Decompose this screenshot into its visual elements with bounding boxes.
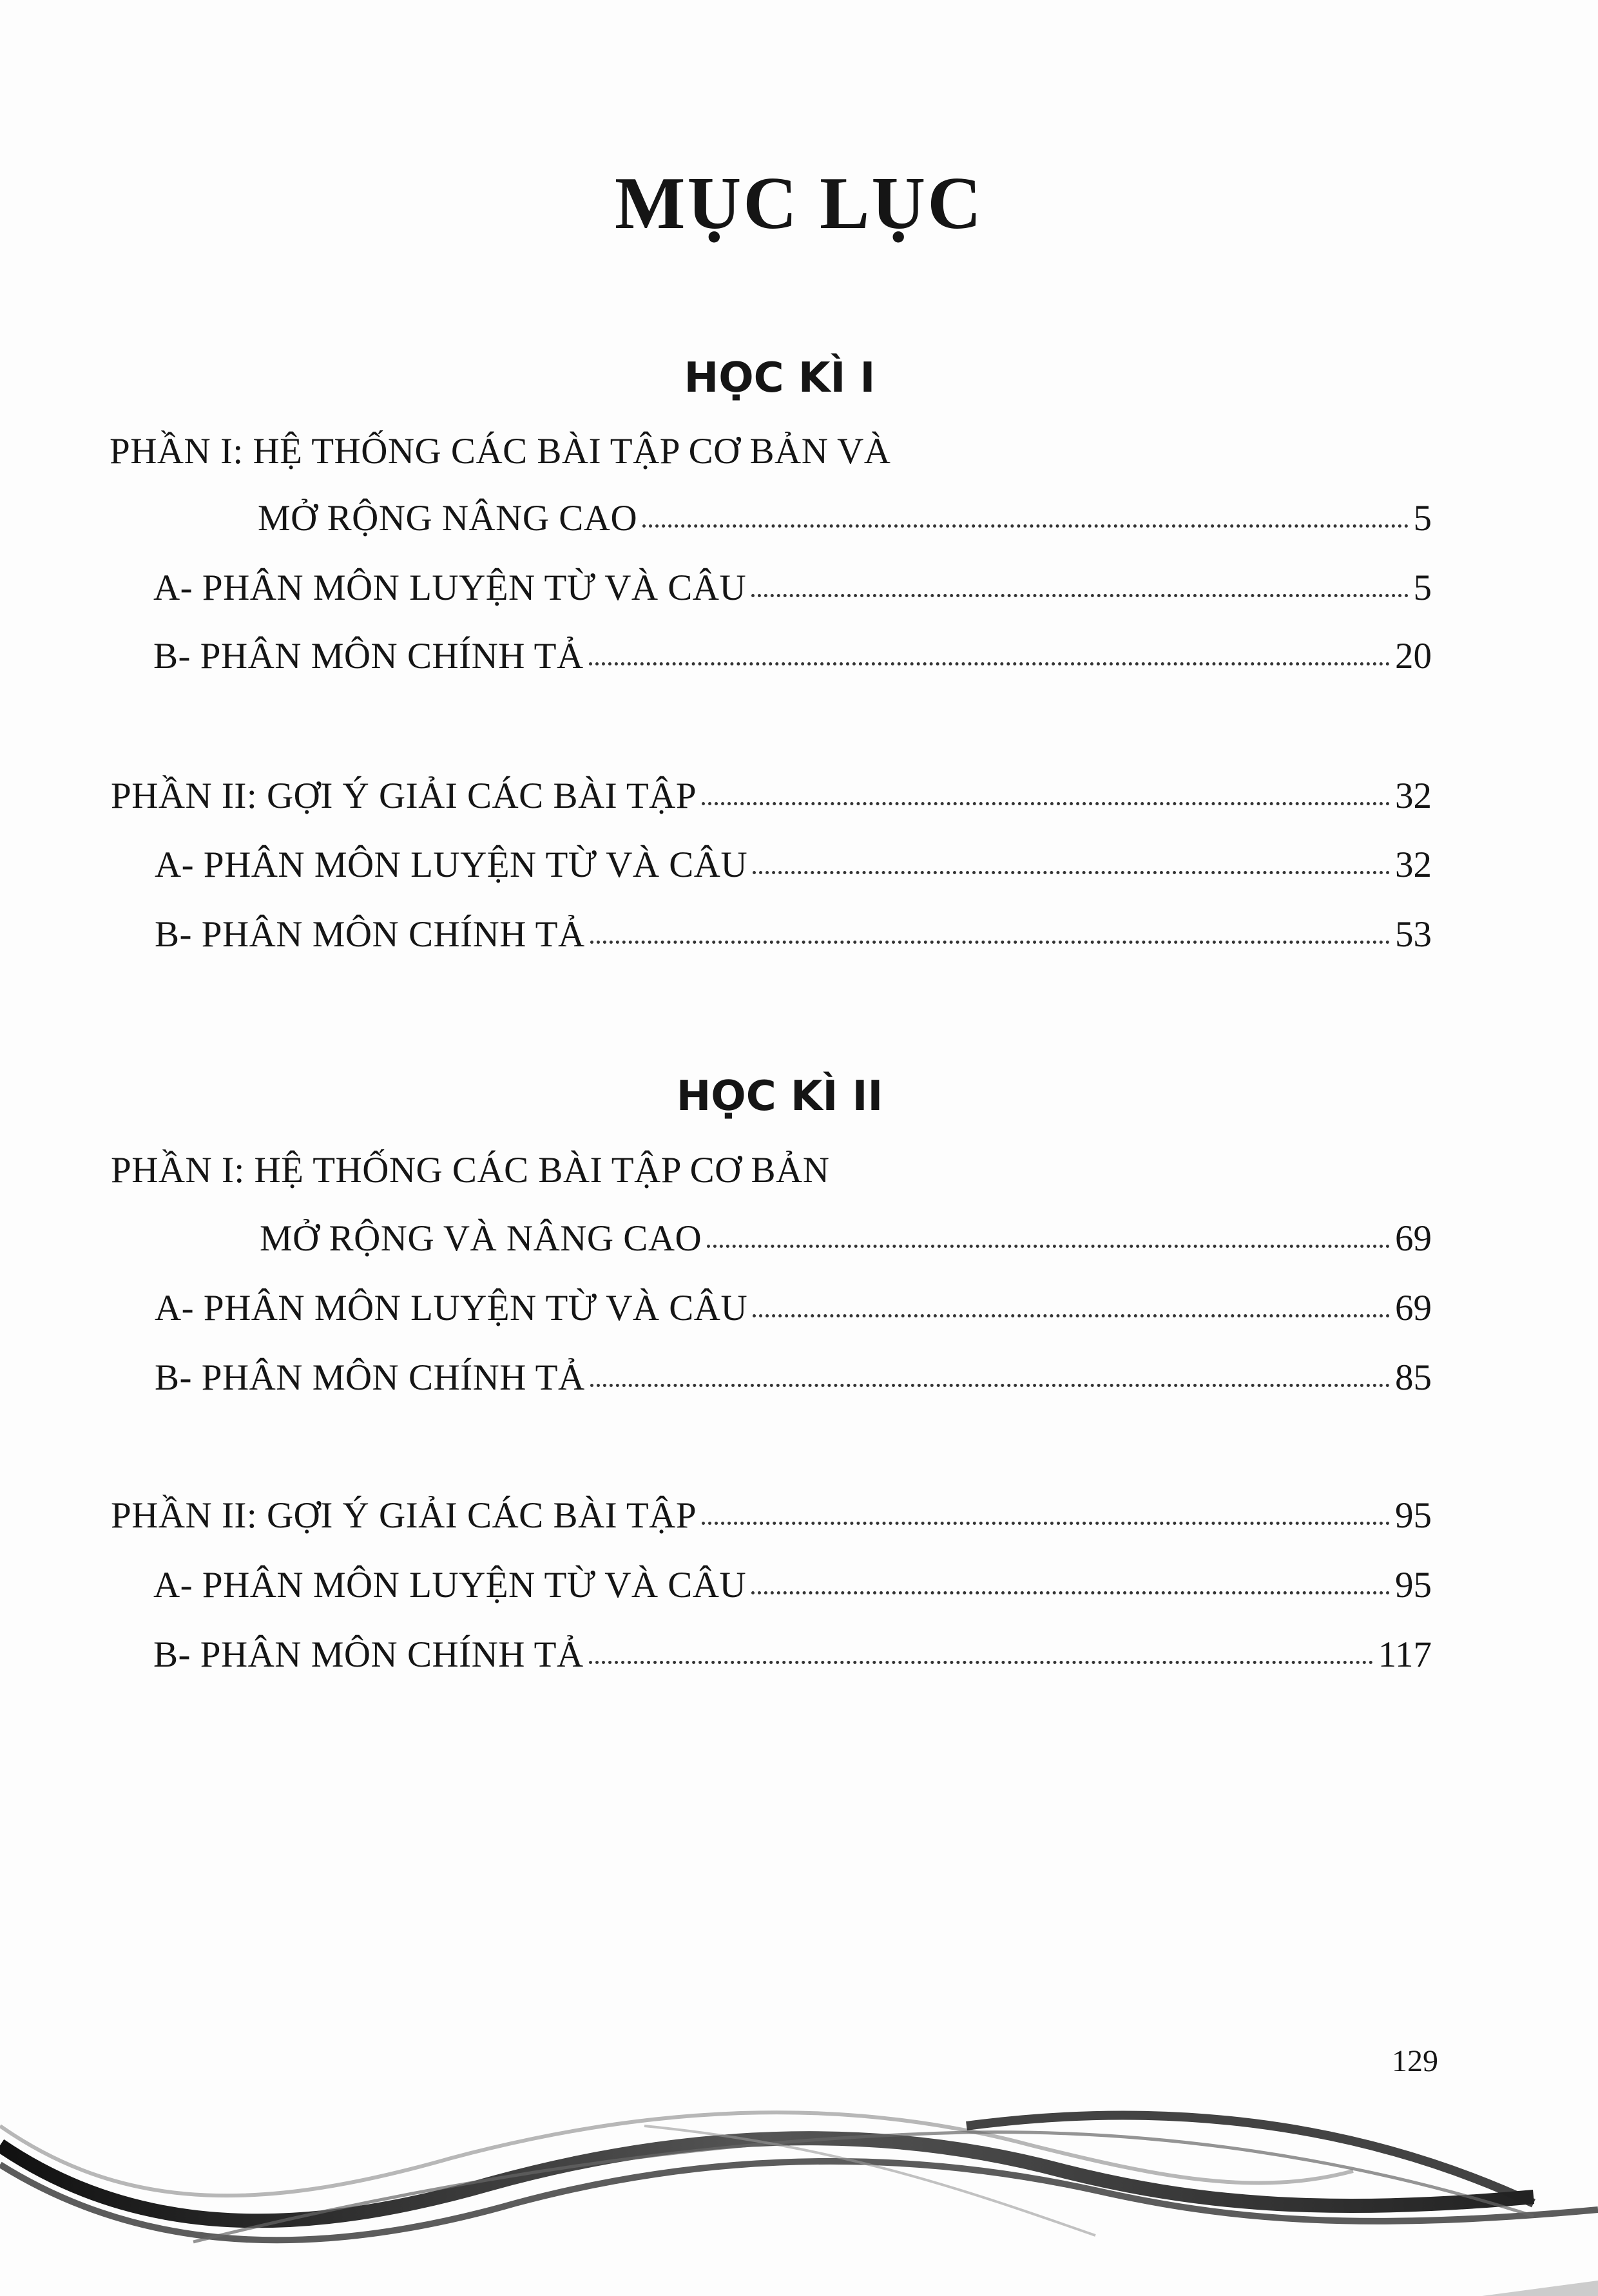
toc-entry[interactable] xyxy=(153,1634,1432,1692)
toc-entry-page: 20 xyxy=(1395,636,1432,676)
dot-leader xyxy=(702,1514,1390,1525)
dot-leader xyxy=(702,794,1390,805)
toc-s1-part1-heading: PHẦN I: HỆ THỐNG CÁC BÀI TẬP CƠ BẢN VÀ xyxy=(110,431,891,472)
toc-entry-label: PHẦN II: GỢI Ý GIẢI CÁC BÀI TẬP xyxy=(111,1495,697,1536)
toc-entry-page: 95 xyxy=(1395,1495,1432,1536)
toc-entry-page: 117 xyxy=(1378,1634,1432,1675)
toc-entry-label: A- PHÂN MÔN LUYỆN TỪ VÀ CÂU xyxy=(155,1288,748,1328)
toc-entry-label: A- PHÂN MÔN LUYỆN TỪ VÀ CÂU xyxy=(153,1565,747,1605)
toc-entry[interactable] xyxy=(155,844,1432,902)
dot-leader xyxy=(753,1306,1390,1317)
page-title: MỤC LỤC xyxy=(615,162,983,245)
toc-entry[interactable] xyxy=(153,635,1432,693)
toc-s2-part1-heading: PHẦN I: HỆ THỐNG CÁC BÀI TẬP CƠ BẢN xyxy=(111,1150,830,1191)
page-number: 129 xyxy=(1392,2044,1438,2078)
dot-leader xyxy=(753,863,1390,874)
dot-leader xyxy=(751,586,1408,597)
toc-entry[interactable] xyxy=(153,1564,1432,1622)
semester-2-heading: HỌC KÌ II xyxy=(676,1073,883,1120)
toc-entry[interactable] xyxy=(155,914,1432,971)
toc-entry-label: PHẦN II: GỢI Ý GIẢI CÁC BÀI TẬP xyxy=(111,776,697,816)
toc-entry[interactable] xyxy=(111,1495,1432,1553)
dot-leader xyxy=(590,933,1390,944)
toc-entry-page: 69 xyxy=(1395,1218,1432,1259)
toc-entry-label: A- PHÂN MÔN LUYỆN TỪ VÀ CÂU xyxy=(153,568,747,608)
toc-entry-page: 5 xyxy=(1413,568,1432,608)
toc-entry-label: B- PHÂN MÔN CHÍNH TẢ xyxy=(155,914,585,955)
toc-entry-page: 5 xyxy=(1413,498,1432,539)
toc-entry[interactable] xyxy=(155,1287,1432,1345)
dot-leader xyxy=(589,1653,1373,1664)
toc-entry-label: MỞ RỘNG NÂNG CAO xyxy=(258,498,638,539)
toc-entry-page: 85 xyxy=(1395,1357,1432,1398)
toc-entry-page: 32 xyxy=(1395,776,1432,816)
toc-entry[interactable] xyxy=(260,1218,1432,1276)
toc-entry[interactable] xyxy=(155,1357,1432,1415)
dot-leader xyxy=(589,655,1390,665)
toc-entry-label: B- PHÂN MÔN CHÍNH TẢ xyxy=(155,1357,585,1398)
semester-1-heading: HỌC KÌ I xyxy=(684,354,876,402)
toc-entry[interactable] xyxy=(258,497,1432,555)
toc-entry-page: 53 xyxy=(1395,914,1432,955)
toc-entry-page: 69 xyxy=(1395,1288,1432,1328)
decorative-wave-graphic xyxy=(0,2049,1598,2296)
toc-entry[interactable] xyxy=(153,567,1432,625)
toc-entry-label: A- PHÂN MÔN LUYỆN TỪ VÀ CÂU xyxy=(155,845,748,885)
dot-leader xyxy=(642,517,1408,528)
toc-entry-page: 32 xyxy=(1395,845,1432,885)
toc-entry-page: 95 xyxy=(1395,1565,1432,1605)
toc-entry-label: B- PHÂN MÔN CHÍNH TẢ xyxy=(153,636,584,676)
dot-leader xyxy=(590,1376,1390,1387)
dot-leader xyxy=(751,1583,1390,1594)
toc-entry-label: B- PHÂN MÔN CHÍNH TẢ xyxy=(153,1634,584,1675)
toc-entry-label: MỞ RỘNG VÀ NÂNG CAO xyxy=(260,1218,702,1259)
toc-entry[interactable] xyxy=(111,775,1432,833)
dot-leader xyxy=(707,1237,1390,1248)
